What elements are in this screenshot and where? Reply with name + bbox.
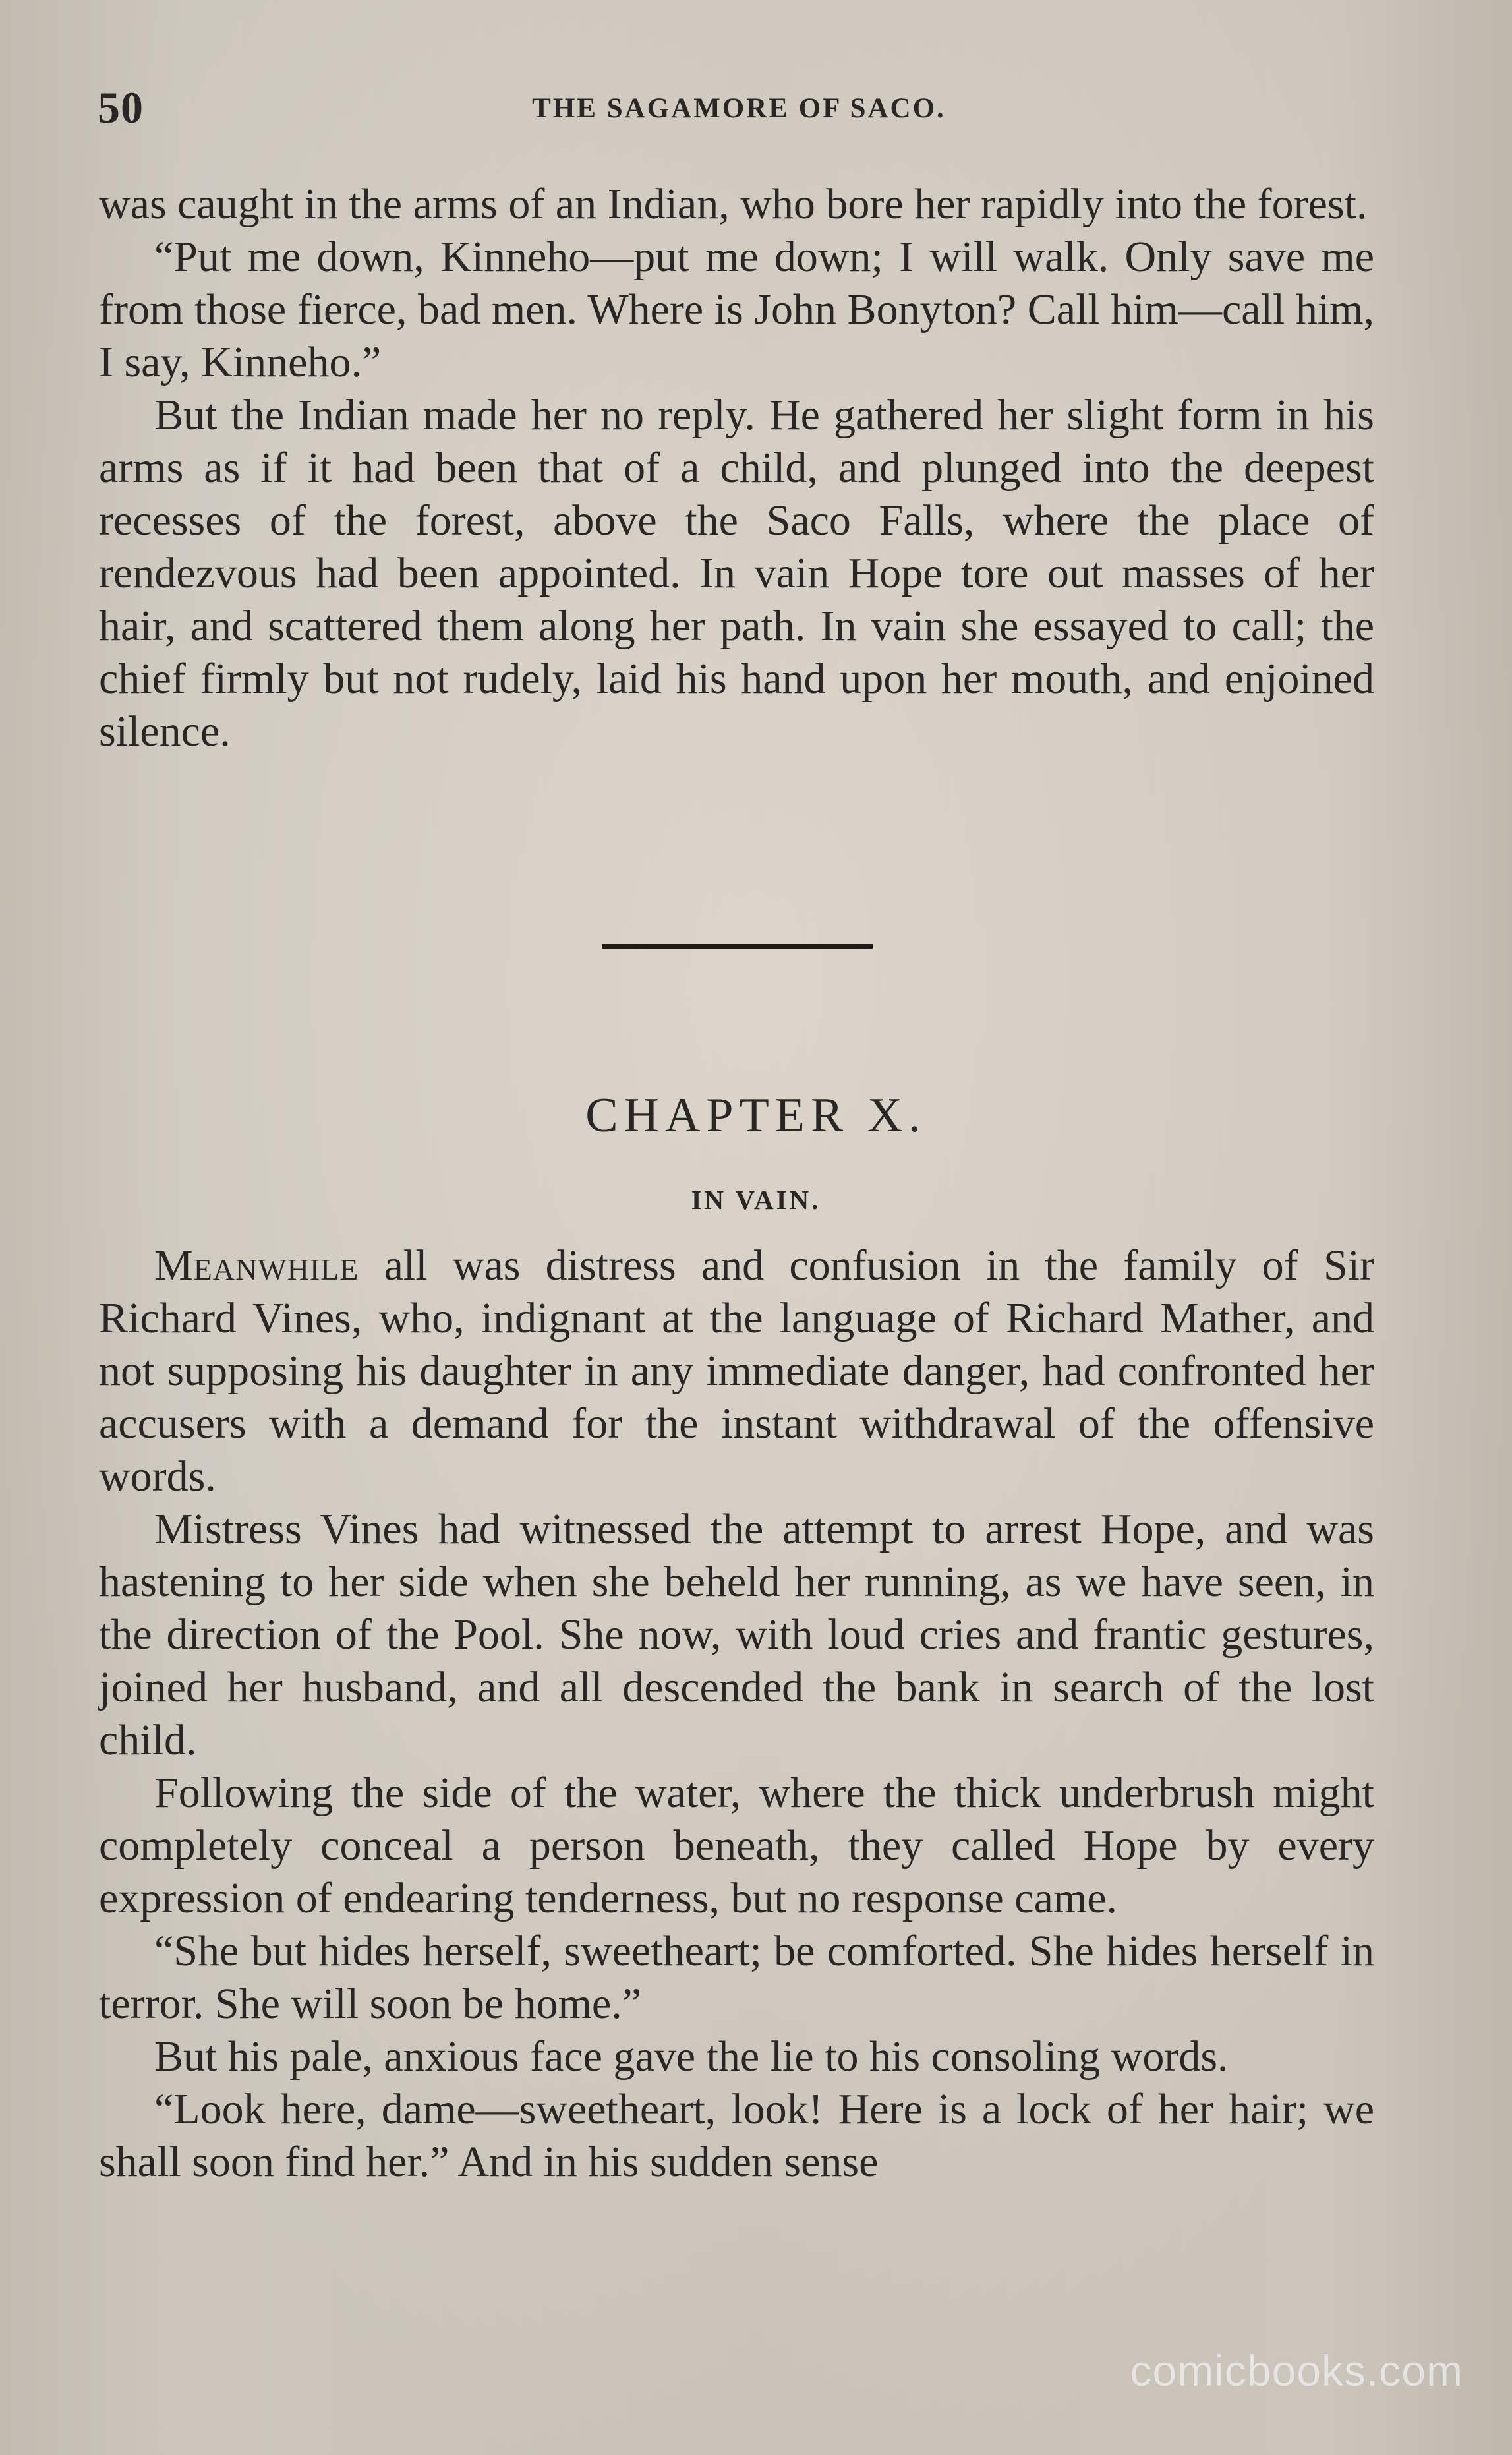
page-header <box>98 82 1380 134</box>
paragraph-9: “Look here, dame—sweetheart, look! Here is a lock of her hair; we shall soon find her.” And in his sudden sense <box>99 2085 1374 2186</box>
section-divider <box>602 944 873 949</box>
paragraph-6: Following the side of the water, where the thick underbrush might completely conceal a person beneath, they called Hope by every expression of endearing tenderness, but no response came. <box>99 1769 1374 1922</box>
watermark: comicbooks.com <box>1130 2346 1463 2395</box>
paragraph-3: But the Indian made her no reply. He gathered her slight form in his arms as if it had been that of a child, and plunged into the deepest recesses of the forest, above the Saco Falls, where the place of rendezvous had been appointed. In vain Hope tore out masses of her hair, and scattered them along her path. In vain she essayed to call; the chief firmly but not rudely, laid his hand upon her mouth, and enjoined silence. <box>99 391 1374 755</box>
page-number: 50 <box>98 82 144 133</box>
paragraph-7: “She but hides herself, sweetheart; be comforted. She hides herself in terror. She will soon be home.” <box>99 1927 1374 2028</box>
paragraph-4-body: all was distress and confusion in the family of Sir Richard Vines, who, indignant at the language of Richard Mather, and not supposing his daughter in any immediate danger, had confronted her accusers with a demand for the instant withdrawal of the offensive words. <box>99 1241 1374 1500</box>
paragraph-4 <box>99 1239 1374 1503</box>
running-title: THE SAGAMORE OF SACO. <box>532 93 946 124</box>
paragraph-2: “Put me down, Kinneho—put me down; I will walk. Only save me from those fierce, bad men. Where is John Bonyton? Call him—call him, I say, Kinneho.” <box>99 233 1374 386</box>
chapter-subtitle: IN VAIN. <box>691 1185 821 1215</box>
paragraph-1: was caught in the arms of an Indian, who bore her rapidly into the forest. <box>99 180 1368 228</box>
paragraph-4-lead: Meanwhile <box>154 1241 359 1289</box>
top-text-block <box>99 178 1374 758</box>
paragraph-8: But his pale, anxious face gave the lie to his consoling words. <box>154 2032 1229 2081</box>
paragraph-5: Mistress Vines had witnessed the attempt to arrest Hope, and was hastening to her side when she beheld her running, as we have seen, in the direction of the Pool. She now, with loud cries and frantic gestures, joined her husband, and all descended the bank in search of the lost child. <box>99 1505 1374 1764</box>
chapter-title: CHAPTER X. <box>585 1088 927 1142</box>
chapter-text-block <box>99 1239 1374 2189</box>
